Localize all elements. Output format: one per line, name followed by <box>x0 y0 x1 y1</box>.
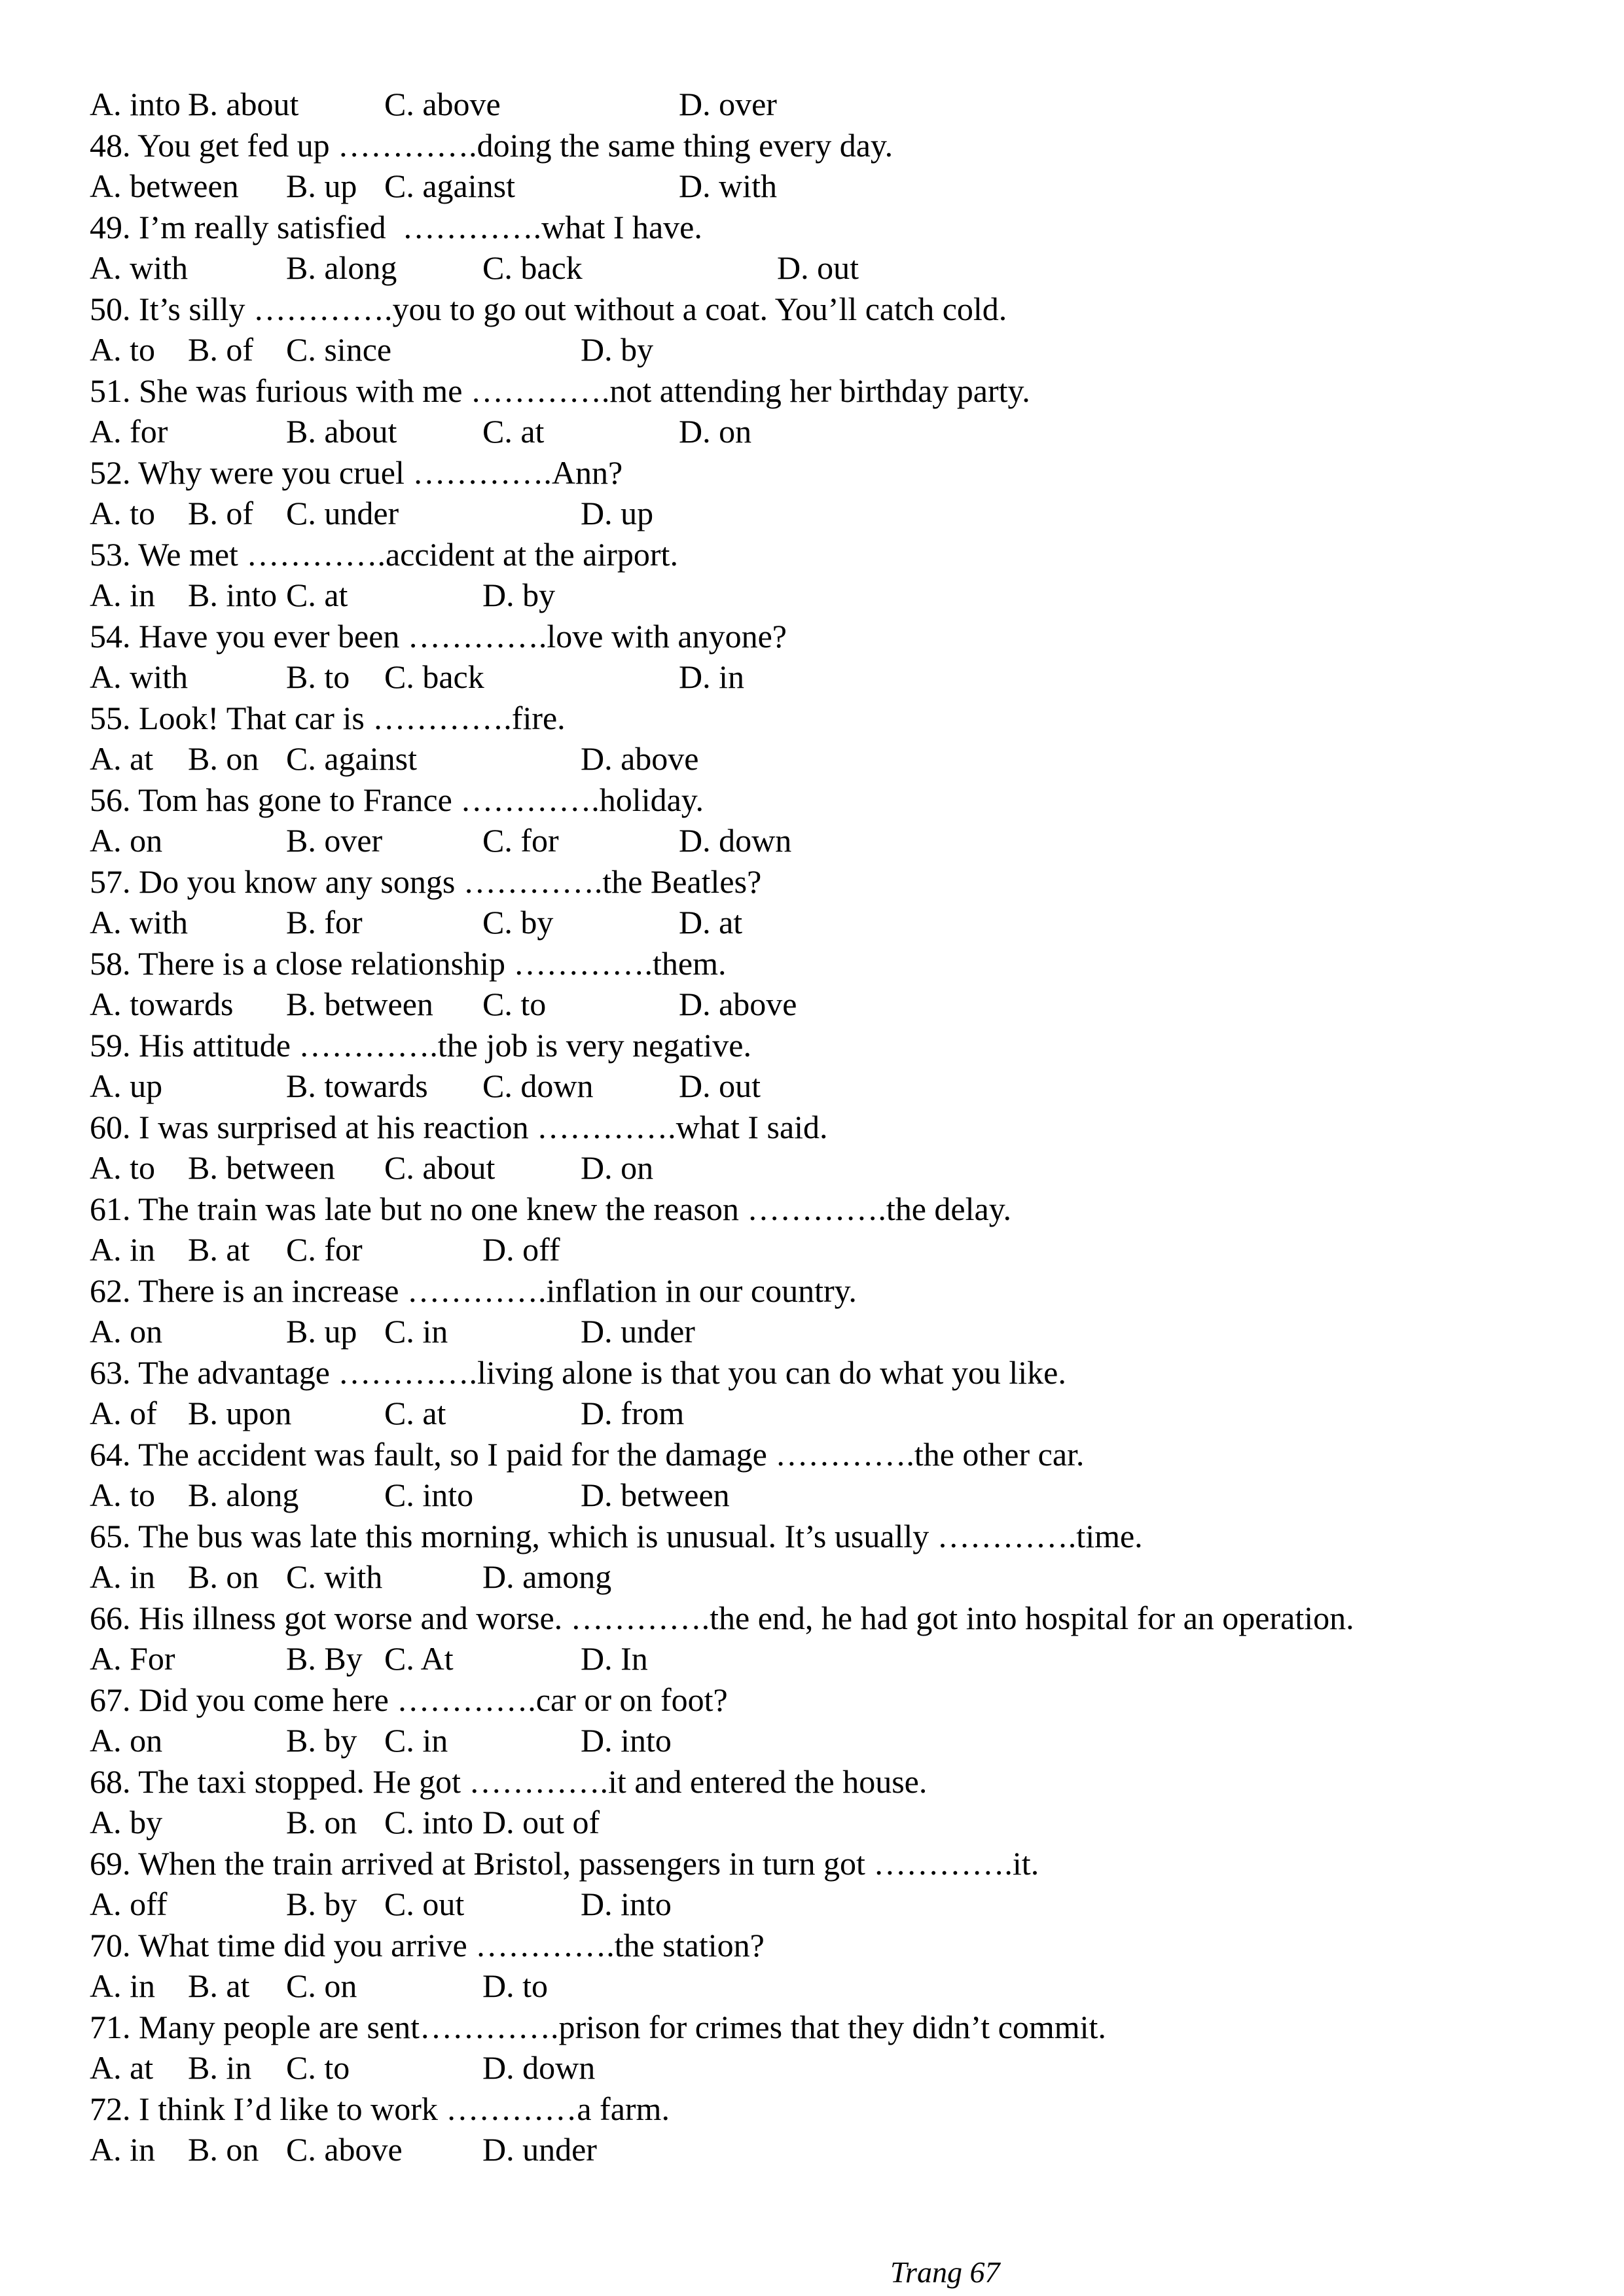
question-stem-62: 62. There is an increase ………….inflation in our country. <box>90 1272 857 1309</box>
options-row-62: A. on B. up C. in D. under <box>90 1313 695 1350</box>
question-stem-52: 52. Why were you cruel ………….Ann? <box>90 454 623 491</box>
options-row-68: A. by B. on C. into D. out of <box>90 1804 600 1840</box>
options-row-53: A. in B. into C. at D. by <box>90 577 556 613</box>
options-row-52: A. to B. of C. under D. up <box>90 495 654 531</box>
question-stem-72: 72. I think I’d like to work …………a farm. <box>90 2090 670 2127</box>
question-stem-70: 70. What time did you arrive ………….the station? <box>90 1926 765 1964</box>
options-row-67: A. on B. by C. in D. into <box>90 1722 672 1759</box>
options-row-69: A. off B. by C. out D. into <box>90 1886 672 1922</box>
question-stem-48: 48. You get fed up ………….doing the same thing every day. <box>90 126 893 164</box>
question-list <box>90 84 1569 2170</box>
options-row-47: A. into B. about C. above D. over <box>90 86 777 122</box>
question-stem-49: 49. I’m really satisfied ………….what I have. <box>90 208 702 245</box>
question-stem-59: 59. His attitude ………….the job is very negative. <box>90 1026 751 1064</box>
options-row-63: A. of B. upon C. at D. from <box>90 1395 685 1431</box>
question-stem-54: 54. Have you ever been ………….love with anyone? <box>90 617 787 655</box>
question-stem-63: 63. The advantage ………….living alone is that you can do what you like. <box>90 1354 1066 1391</box>
options-row-50: A. to B. of C. since D. by <box>90 331 654 368</box>
question-stem-61: 61. The train was late but no one knew the reason ………….the delay. <box>90 1190 1011 1227</box>
options-row-65: A. in B. on C. with D. among <box>90 1558 612 1595</box>
options-row-72: A. in B. on C. above D. under <box>90 2131 597 2168</box>
question-stem-58: 58. There is a close relationship ………….them. <box>90 944 727 982</box>
question-stem-57: 57. Do you know any songs ………….the Beatles? <box>90 863 762 900</box>
options-row-55: A. at B. on C. against D. above <box>90 740 699 777</box>
question-stem-68: 68. The taxi stopped. He got ………….it and entered the house. <box>90 1763 928 1800</box>
options-row-57: A. with B. for C. by D. at <box>90 904 743 941</box>
question-stem-56: 56. Tom has gone to France ………….holiday. <box>90 781 704 818</box>
options-row-64: A. to B. along C. into D. between <box>90 1477 730 1513</box>
options-row-48: A. between B. up C. against D. with <box>90 168 777 204</box>
options-row-60: A. to B. between C. about D. on <box>90 1149 654 1186</box>
question-stem-65: 65. The bus was late this morning, which is unusual. It’s usually ………….time. <box>90 1517 1143 1554</box>
question-stem-55: 55. Look! That car is ………….fire. <box>90 699 566 736</box>
options-row-61: A. in B. at C. for D. off <box>90 1231 560 1268</box>
question-stem-71: 71. Many people are sent………….prison for crimes that they didn’t commit. <box>90 2008 1106 2045</box>
question-stem-50: 50. It’s silly ………….you to go out without a coat. You’ll catch cold. <box>90 290 1007 327</box>
options-row-59: A. up B. towards C. down D. out <box>90 1067 761 1104</box>
question-stem-60: 60. I was surprised at his reaction ………….what I said. <box>90 1108 828 1145</box>
question-stem-51: 51. She was furious with me ………….not attending her birthday party. <box>90 372 1030 409</box>
options-row-56: A. on B. over C. for D. down <box>90 822 792 859</box>
options-row-54: A. with B. to C. back D. in <box>90 658 744 695</box>
options-row-51: A. for B. about C. at D. on <box>90 413 752 450</box>
question-stem-64: 64. The accident was fault, so I paid for the damage ………….the other car. <box>90 1435 1085 1473</box>
page-footer: Trang 67 <box>890 2255 1000 2289</box>
options-row-70: A. in B. at C. on D. to <box>90 1967 548 2004</box>
question-stem-53: 53. We met ………….accident at the airport. <box>90 535 678 573</box>
question-stem-69: 69. When the train arrived at Bristol, passengers in turn got ………….it. <box>90 1844 1039 1882</box>
options-row-66: A. For B. By C. At D. In <box>90 1640 648 1677</box>
options-row-49: A. with B. along C. back D. out <box>90 249 859 286</box>
options-row-71: A. at B. in C. to D. down <box>90 2049 596 2086</box>
question-stem-67: 67. Did you come here ………….car or on foot? <box>90 1681 728 1718</box>
options-row-58: A. towards B. between C. to D. above <box>90 986 797 1022</box>
question-stem-66: 66. His illness got worse and worse. ………….the end, he had got into hospital for an operation. <box>90 1599 1354 1636</box>
